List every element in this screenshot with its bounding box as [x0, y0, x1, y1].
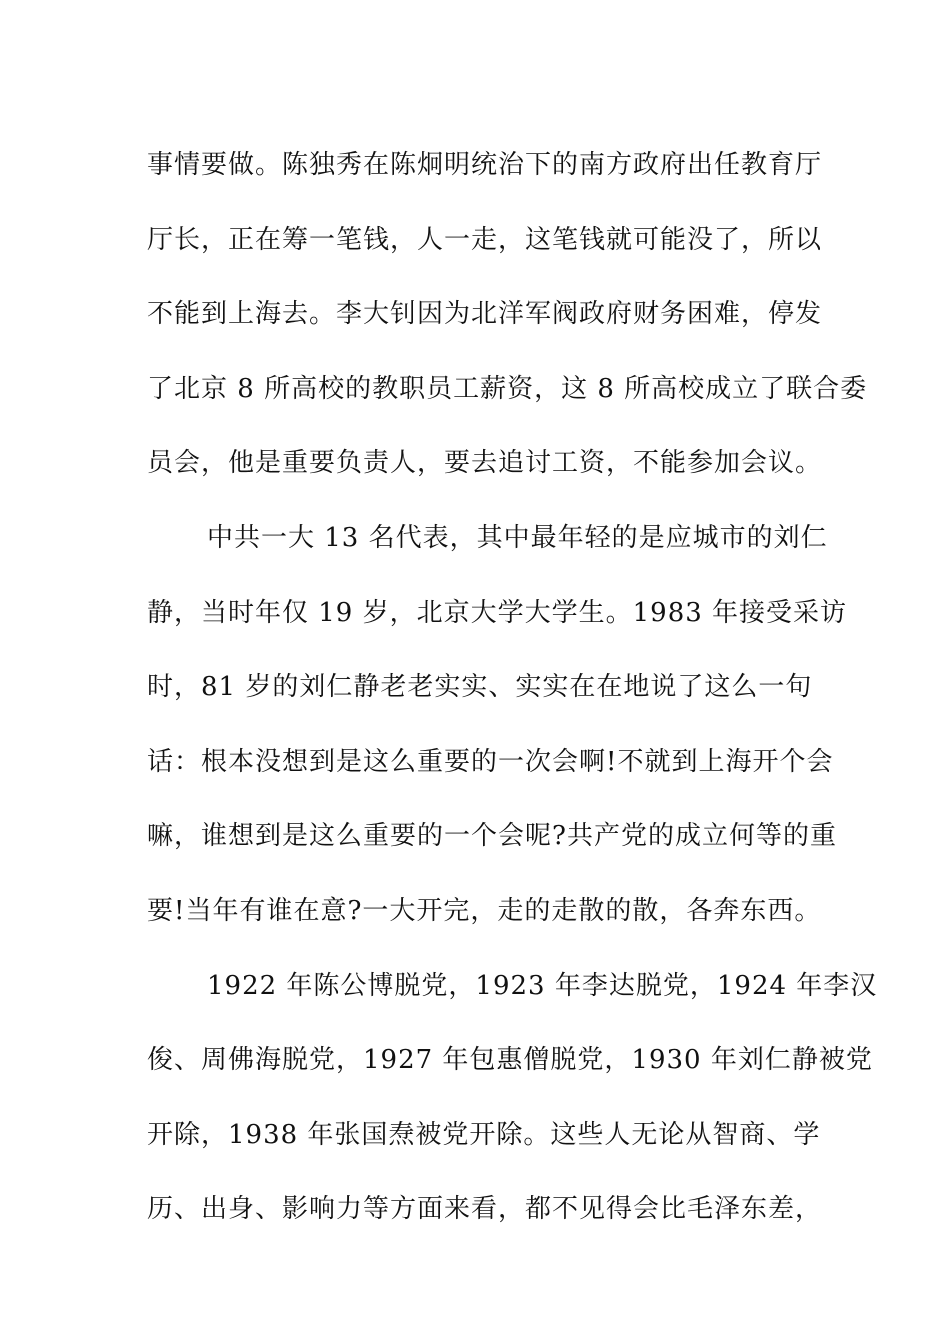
text-line: 事情要做。陈独秀在陈炯明统治下的南方政府出任教育厅: [147, 150, 823, 180]
text-line: 俊、周佛海脱党，1927 年包惠僧脱党，1930 年刘仁静被党: [147, 1045, 873, 1076]
text-line: 话：根本没想到是这么重要的一次会啊!不就到上海开个会: [147, 746, 834, 777]
text-line: 静，当时年仅 19 岁，北京大学大学生。1983 年接受采访: [147, 597, 848, 628]
body-text: [147, 128, 878, 1247]
text-line: 了北京 8 所高校的教职员工薪资，这 8 所高校成立了联合委: [147, 373, 868, 404]
text-line: 员会，他是重要负责人，要去追讨工资，不能参加会议。: [147, 448, 823, 479]
paragraph-start-line: 中共一大 13 名代表，其中最年轻的是应城市的刘仁: [207, 522, 828, 553]
text-line: 厅长，正在筹一笔钱，人一走，这笔钱就可能没了，所以: [147, 224, 823, 255]
paragraph-start-line: 1922 年陈公博脱党，1923 年李达脱党，1924 年李汉: [207, 970, 878, 1001]
text-line: 嘛，谁想到是这么重要的一个会呢?共产党的成立何等的重: [147, 821, 837, 852]
text-line: 时，81 岁的刘仁静老老实实、实实在在地说了这么一句: [147, 672, 813, 703]
text-line: 历、出身、影响力等方面来看，都不见得会比毛泽东差，: [147, 1194, 823, 1225]
text-line: 要!当年有谁在意?一大开完，走的走散的散，各奔东西。: [147, 895, 822, 926]
text-line: 不能到上海去。李大钊因为北洋军阀政府财务困难，停发: [147, 299, 823, 330]
text-line: 开除，1938 年张国焘被党开除。这些人无论从智商、学: [147, 1119, 821, 1150]
